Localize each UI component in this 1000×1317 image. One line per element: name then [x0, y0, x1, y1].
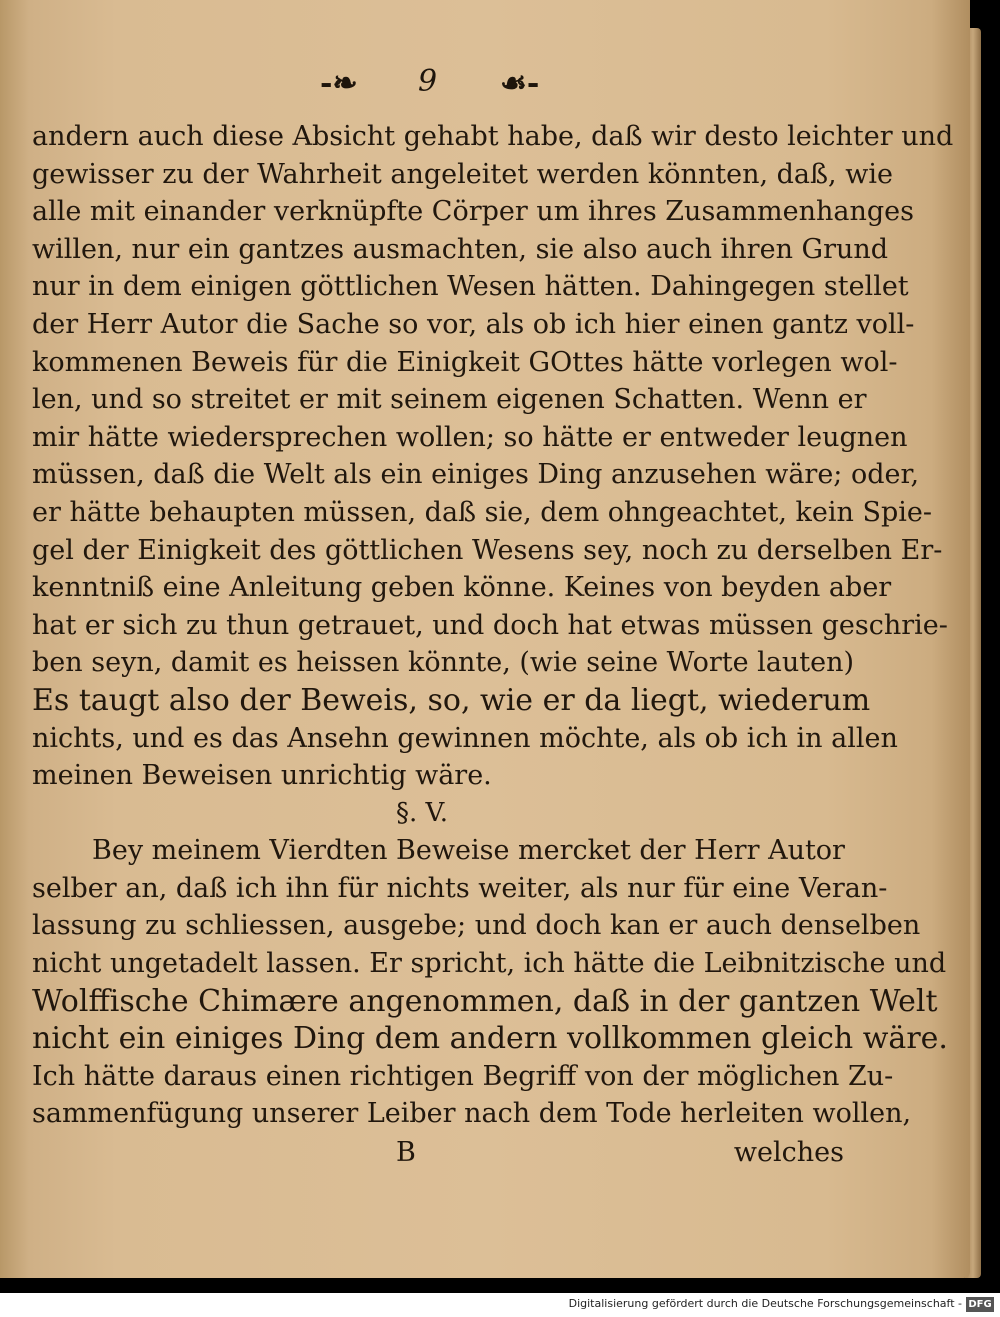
- section-line: selber an, daß ich ihn für nichts weiter, als nur für eine Veran-: [32, 872, 888, 904]
- section-heading: §. V.: [396, 797, 449, 828]
- ornament-right: ☙-: [500, 66, 540, 101]
- page-footer: [32, 1133, 844, 1173]
- body-line: kenntniß eine Anleitung geben könne. Keines von beyden aber: [32, 572, 892, 604]
- section-line: sammenfügung unserer Leiber nach dem Tode herleiten wollen,: [32, 1098, 912, 1130]
- body-line: alle mit einander verknüpfte Cörper um ihres Zusammenhanges: [32, 196, 914, 228]
- body-line: andern auch diese Absicht gehabt habe, daß wir desto leichter und: [32, 121, 954, 152]
- body-line: nichts, und es das Ansehn gewinnen möchte, als ob ich in allen: [32, 722, 898, 754]
- body-line: nur in dem einigen göttlichen Wesen hätten. Dahingegen stellet: [32, 271, 909, 303]
- credit-bar: [0, 1293, 1000, 1317]
- credit-text: Digitalisierung gefördert durch die Deutsche Forschungsgemeinschaft -: [568, 1297, 962, 1310]
- body-line: der Herr Autor die Sache so vor, als ob ich hier einen gantz voll-: [32, 308, 915, 340]
- text-block: [32, 118, 954, 1173]
- section-line: lassung zu schliessen, ausgebe; und doch kan er auch denselben: [32, 910, 921, 942]
- body-line-emphasis: Es taugt also der Beweis, so, wie er da liegt, wiederum: [32, 682, 871, 718]
- section-line: nicht ungetadelt lassen. Er spricht, ich hätte die Leibnitzische und: [32, 948, 947, 980]
- dfg-logo: DFG: [966, 1297, 994, 1312]
- body-line: meinen Beweisen unrichtig wäre.: [32, 760, 492, 792]
- catchword: welches: [733, 1137, 844, 1169]
- body-line: mir hätte wiedersprechen wollen; so hätte er entweder leugnen: [32, 421, 908, 453]
- page-number: 9: [418, 64, 438, 99]
- running-head: [300, 62, 580, 108]
- section-line: Ich hätte daraus einen richtigen Begriff von der möglichen Zu-: [32, 1060, 894, 1092]
- body-line: gewisser zu der Wahrheit angeleitet werden könnten, daß, wie: [32, 158, 893, 190]
- section-line: nicht ein einiges Ding dem andern vollkommen gleich wäre.: [32, 1021, 948, 1057]
- body-line: willen, nur ein gantzes ausmachten, sie also auch ihren Grund: [32, 233, 889, 265]
- body-line: hat er sich zu thun getrauet, und doch hat etwas müssen geschrie-: [32, 609, 948, 641]
- ornament-left: -❧: [320, 66, 358, 101]
- body-line: kommenen Beweis für die Einigkeit GOttes hätte vorlegen wol-: [32, 346, 898, 378]
- body-line: ben seyn, damit es heissen könnte, (wie seine Worte lauten): [32, 647, 855, 679]
- section-line: Bey meinem Vierdten Beweise mercket der Herr Autor: [92, 835, 845, 867]
- body-line: müssen, daß die Welt als ein einiges Ding anzusehen wäre; oder,: [32, 459, 920, 491]
- signature-mark: B: [396, 1137, 416, 1169]
- body-line: gel der Einigkeit des göttlichen Wesens sey, noch zu derselben Er-: [32, 534, 943, 566]
- section-line: Wolffische Chimære angenommen, daß in der gantzen Welt: [32, 983, 938, 1019]
- body-line: len, und so streitet er mit seinem eigenen Schatten. Wenn er: [32, 384, 867, 416]
- body-line: er hätte behaupten müssen, daß sie, dem ohngeachtet, kein Spie-: [32, 496, 932, 528]
